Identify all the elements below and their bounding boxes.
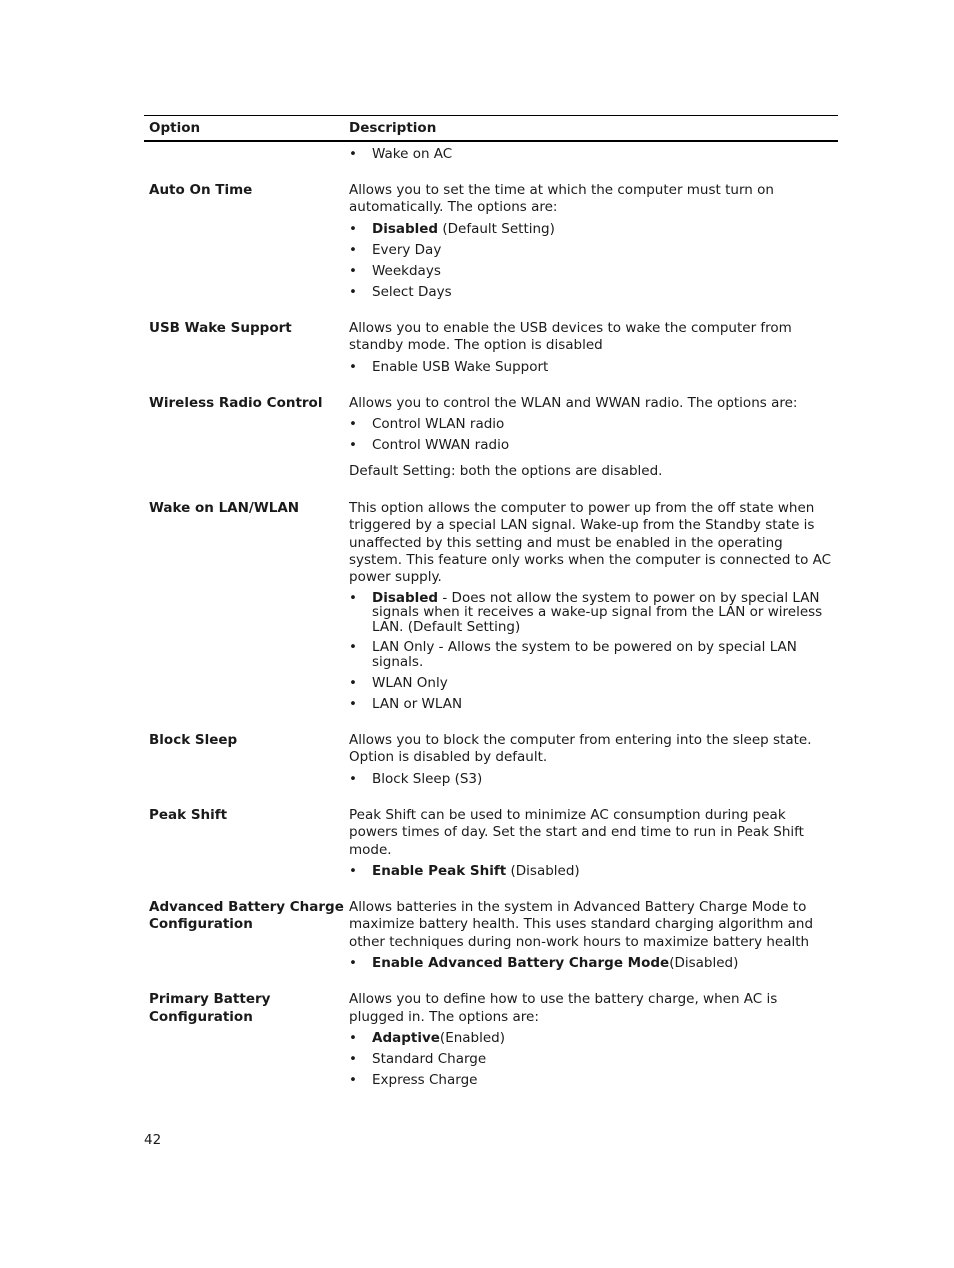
option-name: Advanced Battery Charge Configuration bbox=[149, 899, 344, 933]
list-item-bold: Enable Peak Shift bbox=[372, 863, 507, 880]
table-row bbox=[144, 899, 838, 976]
table-row bbox=[144, 807, 838, 884]
option-name bbox=[144, 146, 349, 167]
list-item-text: (Disabled) bbox=[669, 955, 739, 972]
list-item bbox=[349, 675, 834, 692]
option-list bbox=[349, 591, 834, 714]
list-item bbox=[349, 263, 834, 280]
list-item-bold: Enable Advanced Battery Charge Mode bbox=[372, 955, 670, 972]
list-item-text: Control WWAN radio bbox=[372, 437, 510, 454]
table-row bbox=[144, 320, 838, 380]
table-row bbox=[144, 991, 838, 1093]
list-item-text: Weekdays bbox=[372, 262, 441, 279]
list-item-bold: Disabled bbox=[372, 220, 439, 237]
option-list bbox=[349, 1030, 834, 1089]
header-description: Description bbox=[349, 120, 437, 136]
list-item bbox=[349, 863, 834, 880]
list-item-text: (Default Setting) bbox=[438, 220, 555, 237]
list-item-text: Express Charge bbox=[372, 1072, 478, 1089]
option-description bbox=[349, 146, 838, 167]
table-row bbox=[144, 182, 838, 305]
table-row bbox=[144, 732, 838, 792]
page-number: 42 bbox=[144, 1132, 162, 1148]
list-item bbox=[349, 416, 834, 433]
list-item-text: Control WLAN radio bbox=[372, 416, 505, 433]
option-name: Wake on LAN/WLAN bbox=[149, 499, 300, 516]
table-row bbox=[144, 146, 838, 167]
table-row bbox=[144, 500, 838, 717]
description-paragraph: This option allows the computer to power up from the off state when triggered by a special LAN signal. Wake-up from the Standby state is unaffected by this setting and must be enabled in the operating system. This feature only works when the computer is connected to AC power supply. bbox=[349, 499, 832, 586]
option-list bbox=[349, 359, 834, 376]
option-list bbox=[349, 863, 834, 880]
list-item bbox=[349, 591, 834, 635]
list-item-text: LAN or WLAN bbox=[372, 696, 463, 713]
list-item-text: Standard Charge bbox=[372, 1051, 487, 1068]
bios-options-table bbox=[144, 115, 838, 1093]
list-item-text: Enable USB Wake Support bbox=[372, 358, 549, 375]
option-name: Wireless Radio Control bbox=[149, 394, 323, 411]
description-paragraph: Peak Shift can be used to minimize AC consumption during peak powers times of day. Set the start and end time to run in Peak Shift mode. bbox=[349, 806, 804, 858]
description-paragraph: Allows batteries in the system in Advanced Battery Charge Mode to maximize battery health. This uses standard charging algorithm and other techniques during non-work hours to maximize battery health bbox=[349, 899, 814, 950]
option-name: Auto On Time bbox=[149, 182, 253, 198]
option-description bbox=[349, 899, 838, 976]
option-list bbox=[349, 146, 834, 163]
description-paragraph: Allows you to define how to use the battery charge, when AC is plugged in. The options are: bbox=[349, 991, 778, 1025]
list-item bbox=[349, 359, 834, 376]
option-description bbox=[349, 807, 838, 884]
table-row bbox=[144, 395, 838, 485]
description-paragraph: Allows you to block the computer from entering into the sleep state. Option is disabled by default. bbox=[349, 732, 812, 766]
list-item-text: (Disabled) bbox=[506, 863, 580, 880]
description-paragraph: Allows you to control the WLAN and WWAN radio. The options are: bbox=[349, 394, 798, 411]
list-item-text: LAN Only - Allows the system to be powered on by special LAN signals. bbox=[372, 639, 797, 670]
option-description bbox=[349, 320, 838, 380]
list-item bbox=[349, 640, 834, 669]
list-item bbox=[349, 221, 834, 238]
list-item-text: Block Sleep (S3) bbox=[372, 770, 483, 787]
header-option: Option bbox=[149, 120, 201, 136]
option-name: Block Sleep bbox=[149, 732, 238, 749]
table-header bbox=[144, 115, 838, 142]
option-name: Peak Shift bbox=[149, 806, 228, 823]
option-list bbox=[349, 771, 834, 788]
list-item-text: (Enabled) bbox=[439, 1030, 506, 1047]
description-paragraph: Allows you to enable the USB devices to wake the computer from standby mode. The option is disabled bbox=[349, 319, 792, 354]
list-item-text: - Does not allow the system to power on by special LAN signals when it receives a wake-up signal from the LAN or wireless LAN. (Default Setting) bbox=[372, 589, 823, 636]
default-setting-note: Default Setting: both the options are disabled. bbox=[349, 463, 663, 480]
option-description bbox=[349, 500, 838, 717]
list-item bbox=[349, 696, 834, 713]
list-item bbox=[349, 1051, 834, 1068]
table-body bbox=[144, 146, 838, 1093]
list-item bbox=[349, 437, 834, 454]
option-list bbox=[349, 416, 834, 454]
list-item-bold: Adaptive bbox=[372, 1030, 440, 1047]
option-list bbox=[349, 955, 834, 972]
list-item bbox=[349, 242, 834, 259]
list-item bbox=[349, 284, 834, 301]
list-item-bold: Disabled bbox=[372, 589, 439, 606]
option-description bbox=[349, 395, 838, 485]
option-name: USB Wake Support bbox=[149, 319, 292, 336]
option-name: Primary Battery Configuration bbox=[149, 991, 271, 1025]
list-item-text: Wake on AC bbox=[372, 146, 453, 162]
list-item bbox=[349, 1072, 834, 1089]
option-description bbox=[349, 732, 838, 792]
option-description bbox=[349, 991, 838, 1093]
list-item-text: Select Days bbox=[372, 283, 452, 300]
option-list bbox=[349, 221, 834, 301]
list-item bbox=[349, 146, 834, 163]
list-item bbox=[349, 1030, 834, 1047]
list-item bbox=[349, 955, 834, 972]
list-item bbox=[349, 771, 834, 788]
option-description bbox=[349, 182, 838, 305]
list-item-text: WLAN Only bbox=[372, 675, 448, 692]
list-item-text: Every Day bbox=[372, 241, 442, 258]
description-paragraph: Allows you to set the time at which the computer must turn on automatically. The options are: bbox=[349, 182, 774, 216]
